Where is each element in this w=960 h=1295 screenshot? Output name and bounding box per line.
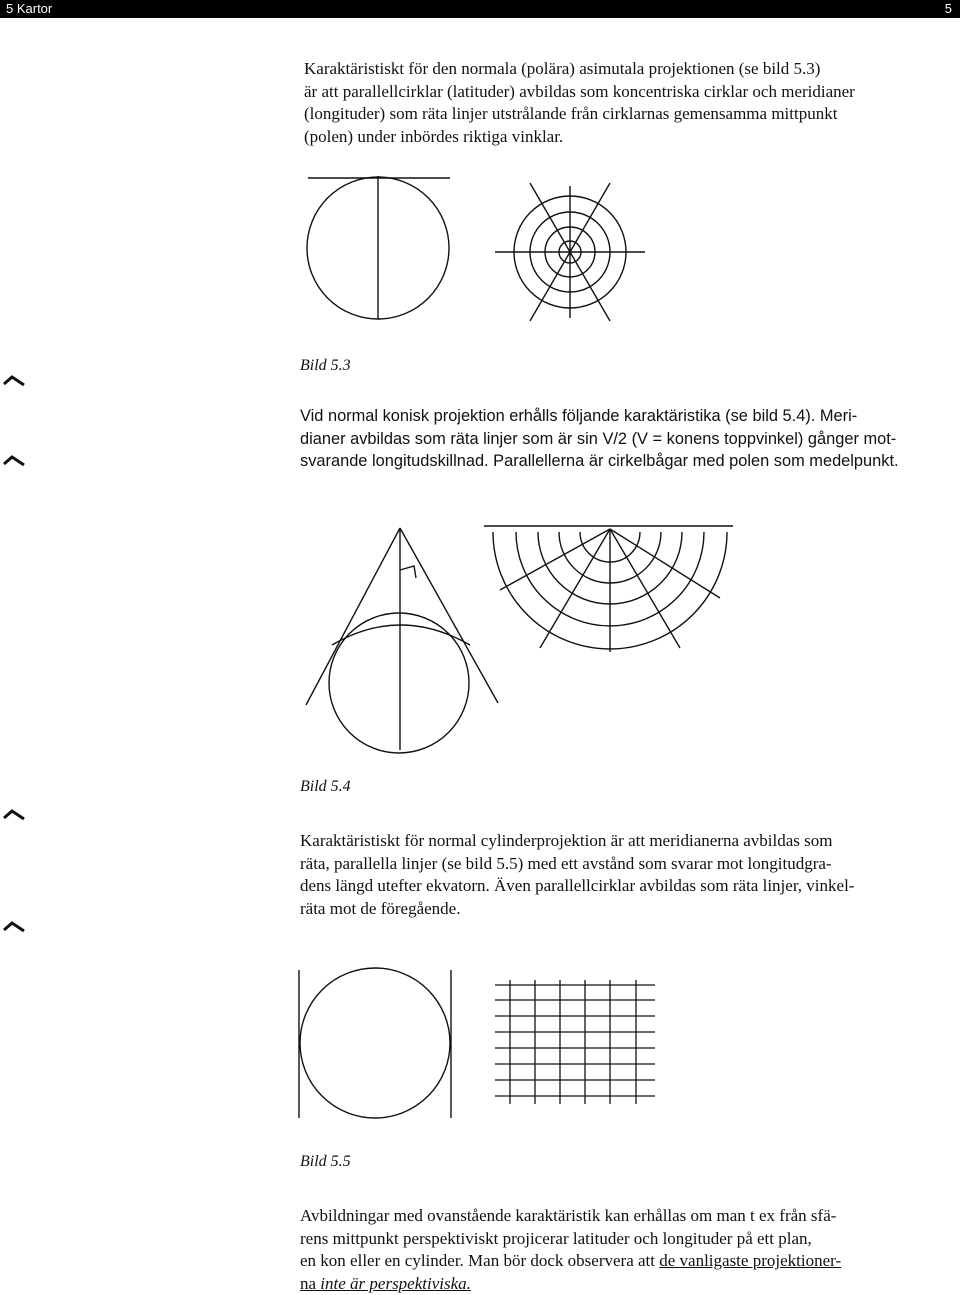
figure-5-3-globe-diagram	[300, 170, 455, 330]
text-line: Avbildningar med ovanstående karaktäristik kan erhållas om man t ex från sfä-	[300, 1205, 841, 1228]
cone-side-line	[306, 528, 400, 705]
paragraph-cylinder	[300, 830, 854, 920]
chapter-title: 5 Kartor	[6, 0, 52, 18]
margin-mark	[0, 806, 30, 822]
page-number: 5	[945, 0, 952, 18]
margin-mark	[0, 918, 30, 934]
caption-bild-5-3: Bild 5.3	[300, 357, 351, 375]
figure-5-5-cylindrical-grid	[490, 975, 660, 1110]
text-fragment: en kon eller en cylinder. Man bör dock observera att	[300, 1251, 655, 1270]
text-line: (longituder) som räta linjer utstrålande från cirklarnas gemensamma mittpunkt	[304, 103, 855, 126]
figure-5-5-cylinder-diagram	[290, 965, 460, 1125]
text-line: Karaktäristiskt för den normala (polära) asimutala projektionen (se bild 5.3)	[304, 58, 855, 81]
text-line: räta, parallella linjer (se bild 5.5) med ett avstånd som svarar mot longitudgra-	[300, 853, 854, 876]
paragraph-perspective	[300, 1205, 841, 1295]
paragraph-conic	[300, 405, 899, 473]
figure-5-4-conic-grid	[480, 520, 740, 680]
page-header	[0, 0, 960, 18]
text-line: svarande longitudskillnad. Parallellerna är cirkelbågar med polen som medelpunkt.	[300, 450, 899, 473]
text-line: dens längd utefter ekvatorn. Även parallellcirklar avbildas som räta linjer, vinkel-	[300, 875, 854, 898]
underlined-text: de vanligaste projektioner-	[659, 1251, 841, 1270]
meridian-line	[540, 529, 610, 648]
paragraph-azimuthal	[304, 58, 855, 148]
caption-bild-5-4: Bild 5.4	[300, 778, 351, 796]
text-line: Vid normal konisk projektion erhålls följande karaktäristika (se bild 5.4). Meri-	[300, 405, 899, 428]
angle-mark	[400, 566, 416, 578]
text-line: (polen) under inbördes riktiga vinklar.	[304, 126, 855, 149]
tangent-parallel-arc	[332, 625, 470, 645]
meridian-line	[610, 529, 680, 648]
underlined-text: na	[300, 1274, 316, 1293]
text-line: Karaktäristiskt för normal cylinderprojektion är att meridianerna avbildas som	[300, 830, 854, 853]
margin-mark	[0, 452, 30, 468]
text-line: rens mittpunkt perspektiviskt projicerar latituder och longituder på ett plan,	[300, 1228, 841, 1251]
figure-5-3-azimuthal-grid	[480, 178, 650, 328]
margin-mark	[0, 372, 30, 388]
globe-circle	[300, 968, 450, 1118]
text-line	[300, 1250, 841, 1273]
text-line	[300, 1273, 841, 1295]
text-line: räta mot de föregående.	[300, 898, 854, 921]
text-line: dianer avbildas som räta linjer som är sin V/2 (V = konens toppvinkel) gånger mot-	[300, 428, 899, 451]
caption-bild-5-5: Bild 5.5	[300, 1153, 351, 1171]
text-line: är att parallellcirklar (latituder) avbildas som koncentriska cirklar och meridianer	[304, 81, 855, 104]
emphasized-text: inte är perspektiviska.	[320, 1274, 471, 1293]
